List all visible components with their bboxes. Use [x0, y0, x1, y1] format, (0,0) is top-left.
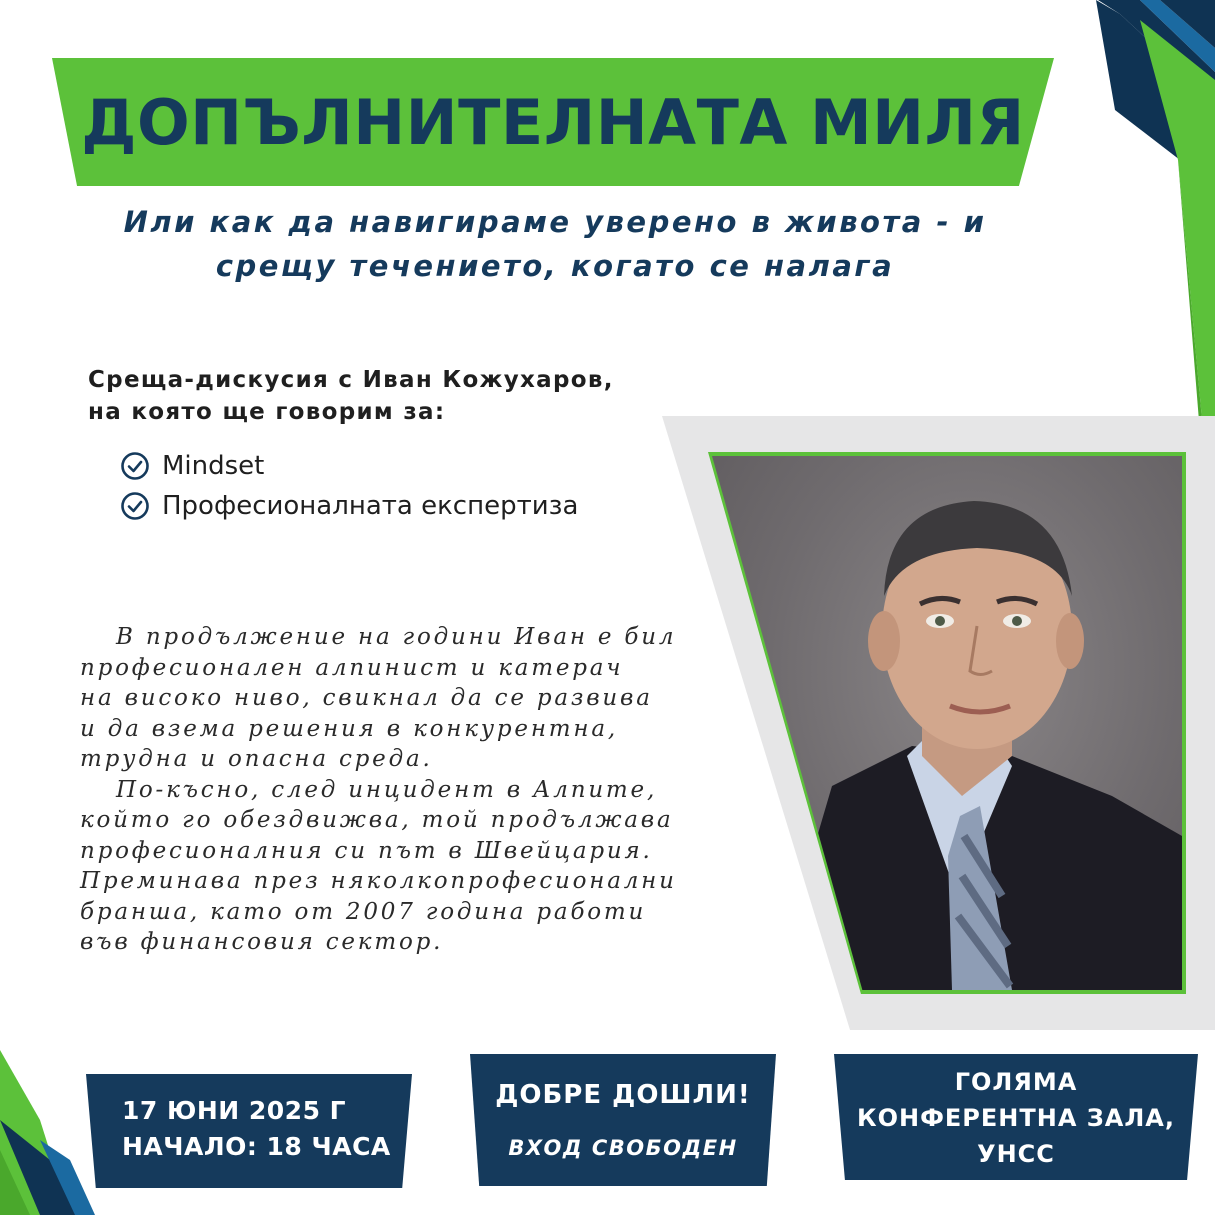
check-circle-icon	[120, 451, 150, 481]
bio-line: трудна и опасна среда.	[80, 746, 433, 772]
page-title: ДОПЪЛНИТЕЛНАТА МИЛЯ	[81, 85, 1025, 159]
bio-paragraph-1	[80, 622, 720, 775]
bio-line: във финансовия сектор.	[80, 929, 444, 955]
intro-text	[88, 364, 728, 428]
event-date: 17 ЮНИ 2025 Г	[122, 1096, 347, 1125]
bio-line: Преминава през няколкопрофесионални	[80, 868, 677, 894]
check-circle-icon	[120, 491, 150, 521]
subtitle-line-2: срещу течението, когато се налага	[215, 249, 895, 283]
bio-line: професионалния си път в Швейцария.	[80, 837, 653, 864]
bio-line: В продължение на години Иван е бил	[116, 624, 677, 650]
topic-item	[120, 488, 578, 524]
subtitle-line-1: Или как да навигираме уверено в живота - и	[123, 205, 987, 239]
topic-item	[120, 448, 264, 484]
venue-line-2: КОНФЕРЕНТНА ЗАЛА,	[856, 1104, 1175, 1132]
bio-line: който го обездвижва, той продължава	[80, 807, 674, 833]
bio-line: професионален алпинист и катерач	[80, 654, 624, 681]
date-box	[86, 1074, 412, 1188]
venue-line-3: УНСС	[977, 1140, 1055, 1168]
bio-line: бранша, като от 2007 година работи	[80, 898, 647, 925]
welcome-box	[470, 1054, 776, 1186]
free-entry-text: ВХОД СВОБОДЕН	[508, 1136, 738, 1160]
intro-line-2: на която ще говорим за:	[88, 399, 446, 425]
bio-paragraph-2	[80, 775, 720, 958]
topic-label: Професионалната експертиза	[162, 491, 579, 521]
bio-line: на високо ниво, свикнал да се развива	[80, 685, 653, 711]
subtitle	[60, 200, 1050, 288]
bio-text	[80, 622, 720, 958]
topic-label: Mindset	[162, 451, 265, 481]
venue-text	[834, 1064, 1198, 1172]
venue-line-1: ГОЛЯМА	[954, 1068, 1078, 1096]
event-start-time: НАЧАЛО: 18 ЧАСА	[122, 1132, 391, 1161]
bio-line: По-късно, след инцидент в Алпите,	[116, 776, 658, 803]
bio-line: и да взема решения в конкурентна,	[80, 715, 618, 742]
intro-line-1: Среща-дискусия с Иван Кожухаров,	[88, 367, 614, 393]
welcome-text: ДОБРЕ ДОШЛИ!	[495, 1080, 751, 1110]
